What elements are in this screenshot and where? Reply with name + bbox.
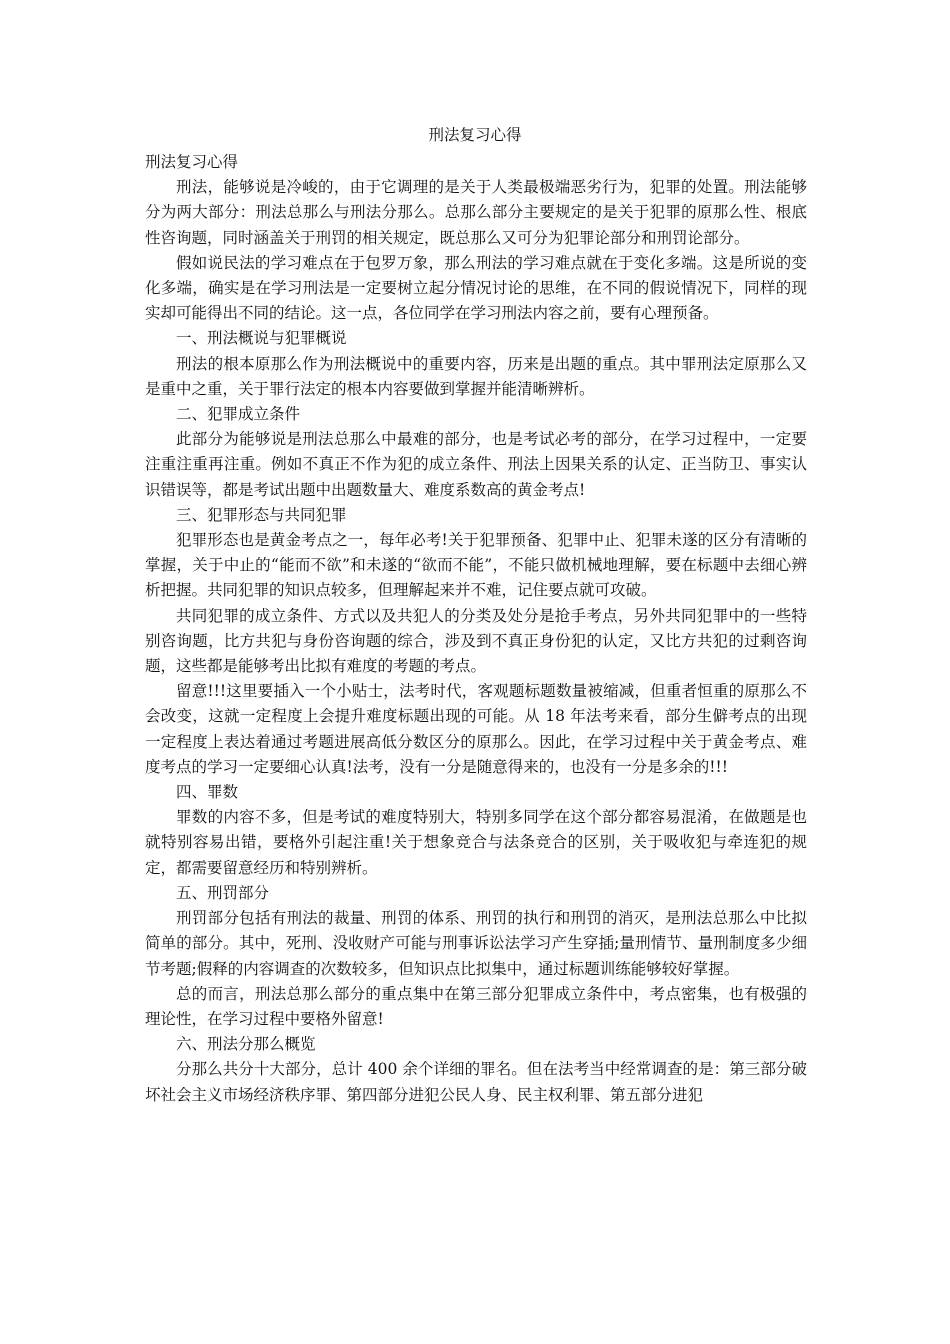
document-subtitle: 刑法复习心得: [145, 153, 239, 171]
section-heading: 二、犯罪成立条件: [176, 405, 301, 424]
section-heading: 三、犯罪形态与共同犯罪: [176, 505, 347, 524]
document-body: [145, 150, 807, 1108]
paragraph: 留意!!!这里要插入一个小贴士，法考时代，客观题标题数量被缩减，但重者恒重的原那么不会改变，这就一定程度上会提升难度标题出现的可能。从 18 年法考来看，部分生僻考点的出现一定程度上表达着通过考题进展高低分数区分的原那么。因此，在学习过程中关于黄金考点、难度考点的学习一定要细心认真!法考，没有一分是随意得来的，也没有一分是多余的!!!: [145, 682, 807, 776]
paragraph: 刑罚部分包括有刑法的裁量、刑罚的体系、刑罚的执行和刑罚的消灭，是刑法总那么中比拟简单的部分。其中，死刑、没收财产可能与刑事诉讼法学习产生穿插;量刑情节、量刑制度多少细节考题;假释的内容调查的次数较多，但知识点比拟集中，通过标题训练能够较好掌握。: [145, 909, 807, 978]
section-heading: 六、刑法分那么概览: [176, 1035, 316, 1054]
document-title: 刑法复习心得: [428, 126, 522, 144]
section-heading: 一、刑法概说与犯罪概说: [176, 329, 347, 348]
paragraph: 刑法，能够说是冷峻的，由于它调理的是关于人类最极端恶劣行为，犯罪的处置。刑法能够分为两大部分：刑法总那么与刑法分那么。总那么部分主要规定的是关于犯罪的原那么性、根底性咨询题，同时涵盖关于刑罚的相关规定，既总那么又可分为犯罪论部分和刑罚论部分。: [145, 178, 807, 247]
paragraph: 刑法的根本原那么作为刑法概说中的重要内容，历来是出题的重点。其中罪刑法定原那么又是重中之重，关于罪行法定的根本内容要做到掌握并能清晰辨析。: [145, 354, 807, 398]
section-heading: 四、罪数: [176, 783, 239, 802]
paragraph: 罪数的内容不多，但是考试的难度特别大，特别多同学在这个部分都容易混淆，在做题是也就特别容易出错，要格外引起注重!关于想象竞合与法条竞合的区别，关于吸收犯与牵连犯的规定，都需要留意经历和特别辨析。: [145, 808, 807, 877]
paragraph: 总的而言，刑法总那么部分的重点集中在第三部分犯罪成立条件中，考点密集，也有极强的理论性，在学习过程中要格外留意!: [145, 984, 807, 1028]
paragraph: 此部分为能够说是刑法总那么中最难的部分，也是考试必考的部分，在学习过程中，一定要注重注重再注重。例如不真正不作为犯的成立条件、刑法上因果关系的认定、正当防卫、事实认识错误等，都是考试出题中出题数量大、难度系数高的黄金考点!: [145, 430, 807, 499]
paragraph: 共同犯罪的成立条件、方式以及共犯人的分类及处分是抢手考点，另外共同犯罪中的一些特别咨询题，比方共犯与身份咨询题的综合，涉及到不真正身份犯的认定，又比方共犯的过剩咨询题，这些都是能够考出比拟有难度的考题的考点。: [145, 606, 807, 676]
paragraph: 分那么共分十大部分，总计 400 余个详细的罪名。但在法考当中经常调查的是：第三部分破坏社会主义市场经济秩序罪、第四部分进犯公民人身、民主权利罪、第五部分进犯: [145, 1060, 807, 1104]
paragraph: 犯罪形态也是黄金考点之一，每年必考!关于犯罪预备、犯罪中止、犯罪未遂的区分有清晰的掌握，关于中止的“能而不欲”和未遂的“欲而不能”，不能只做机械地理解，要在标题中去细心辨析把握。共同犯罪的知识点较多，但理解起来并不难，记住要点就可攻破。: [145, 531, 807, 600]
paragraph: 假如说民法的学习难点在于包罗万象，那么刑法的学习难点就在于变化多端。这是所说的变化多端，确实是在学习刑法是一定要树立起分情况讨论的思维，在不同的假说情况下，同样的现实却可能得出不同的结论。这一点，各位同学在学习刑法内容之前，要有心理预备。: [145, 253, 807, 323]
section-heading: 五、刑罚部分: [176, 883, 270, 902]
